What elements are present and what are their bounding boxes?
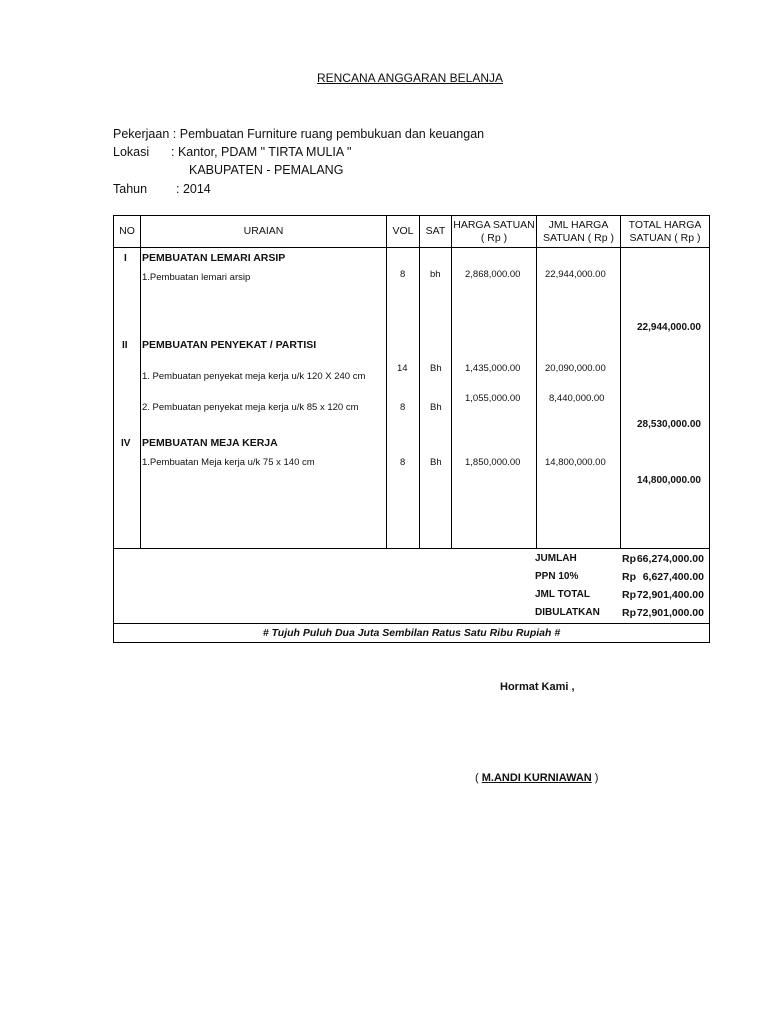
lokasi-label: Lokasi [113, 145, 150, 159]
meta-lokasi-2: KABUPATEN - PEMALANG [189, 163, 344, 177]
item-2-2-vol: 8 [400, 402, 406, 413]
section-3-no: IV [121, 438, 131, 449]
jml-total-label: JML TOTAL [535, 589, 590, 600]
tahun-label: Tahun [113, 182, 148, 196]
col-vol [387, 248, 420, 549]
item-2-1-vol: 14 [397, 363, 408, 374]
item-1-1-sat: bh [430, 269, 441, 280]
item-1-1-desc: 1.Pembuatan lemari arsip [142, 272, 251, 283]
header-harga-satuan: HARGA SATUAN ( Rp ) [452, 216, 537, 248]
section-2-total: 28,530,000.00 [637, 419, 701, 430]
lokasi-value: : Kantor, PDAM " TIRTA MULIA " [171, 145, 352, 159]
header-jml-harga: JML HARGA SATUAN ( Rp ) [537, 216, 621, 248]
col-total-harga [621, 248, 710, 549]
budget-table [113, 215, 710, 643]
dibulatkan-label: DIBULATKAN [535, 607, 600, 618]
item-2-2-harga: 1,055,000.00 [465, 393, 521, 404]
meta-pekerjaan [113, 127, 713, 141]
item-3-1-harga: 1,850,000.00 [465, 457, 521, 468]
summary-cell [114, 549, 710, 624]
section-1-total: 22,944,000.00 [637, 322, 701, 333]
document-title: RENCANA ANGGARAN BELANJA [316, 71, 504, 85]
item-2-1-jml: 20,090,000.00 [545, 363, 606, 374]
item-2-2-desc: 2. Pembuatan penyekat meja kerja u/k 85 x 120 cm [142, 402, 359, 413]
ppn-rp: Rp [622, 571, 636, 583]
col-harga-satuan [452, 248, 537, 549]
item-2-1-desc: 1. Pembuatan penyekat meja kerja u/k 120 X 240 cm [142, 371, 366, 382]
jumlah-label: JUMLAH [535, 553, 577, 564]
item-1-1-jml: 22,944,000.00 [545, 269, 606, 280]
col-sat [420, 248, 452, 549]
section-2-no: II [122, 340, 128, 351]
header-vol: VOL [387, 216, 420, 248]
section-3-total: 14,800,000.00 [637, 475, 701, 486]
dibulatkan-rp: Rp [622, 607, 636, 619]
item-1-1-harga: 2,868,000.00 [465, 269, 521, 280]
item-2-2-jml: 8,440,000.00 [549, 393, 605, 404]
section-1-name: PEMBUATAN LEMARI ARSIP [142, 252, 286, 264]
pekerjaan-label: Pekerjaan [113, 127, 170, 141]
jumlah-rp: Rp [622, 553, 636, 565]
signature-open-paren: ( [475, 772, 482, 784]
pekerjaan-value: : Pembuatan Furniture ruang pembukuan dan keuangan [172, 127, 485, 141]
signatory-name: M.ANDI KURNIAWAN [481, 772, 592, 784]
header-no: NO [114, 216, 141, 248]
closing-greeting: Hormat Kami , [500, 681, 575, 693]
signature-close-paren: ) [591, 772, 599, 784]
summary-row [114, 549, 710, 624]
col-jml-harga [537, 248, 621, 549]
item-2-1-sat: Bh [430, 363, 442, 374]
meta-tahun [113, 182, 713, 196]
item-1-1-vol: 8 [400, 269, 406, 280]
header-sat: SAT [420, 216, 452, 248]
section-2-name: PEMBUATAN PENYEKAT / PARTISI [142, 339, 317, 351]
section-3-name: PEMBUATAN MEJA KERJA [142, 437, 278, 449]
item-3-1-vol: 8 [400, 457, 406, 468]
ppn-label: PPN 10% [535, 571, 579, 582]
col-uraian [141, 248, 387, 549]
ppn-value: 6,627,400.00 [642, 571, 704, 583]
item-2-1-harga: 1,435,000.00 [465, 363, 521, 374]
meta-lokasi [113, 145, 713, 159]
tahun-value: : 2014 [176, 182, 211, 196]
item-3-1-jml: 14,800,000.00 [545, 457, 606, 468]
item-3-1-desc: 1.Pembuatan Meja kerja u/k 75 x 140 cm [142, 457, 315, 468]
table-header-row [114, 216, 710, 248]
signature-block [475, 772, 598, 784]
item-3-1-sat: Bh [430, 457, 442, 468]
table-body-row [114, 248, 710, 549]
jumlah-value: 66,274,000.00 [636, 553, 704, 565]
header-uraian: URAIAN [141, 216, 387, 248]
jml-total-rp: Rp [622, 589, 636, 601]
dibulatkan-value: 72,901,000.00 [636, 607, 704, 619]
header-total-harga: TOTAL HARGA SATUAN ( Rp ) [621, 216, 710, 248]
jml-total-value: 72,901,400.00 [636, 589, 704, 601]
section-1-no: I [124, 253, 127, 264]
col-no [114, 248, 141, 549]
terbilang-text: # Tujuh Puluh Dua Juta Sembilan Ratus Satu Ribu Rupiah # [114, 624, 710, 643]
terbilang-row [114, 624, 710, 643]
item-2-2-sat: Bh [430, 402, 442, 413]
